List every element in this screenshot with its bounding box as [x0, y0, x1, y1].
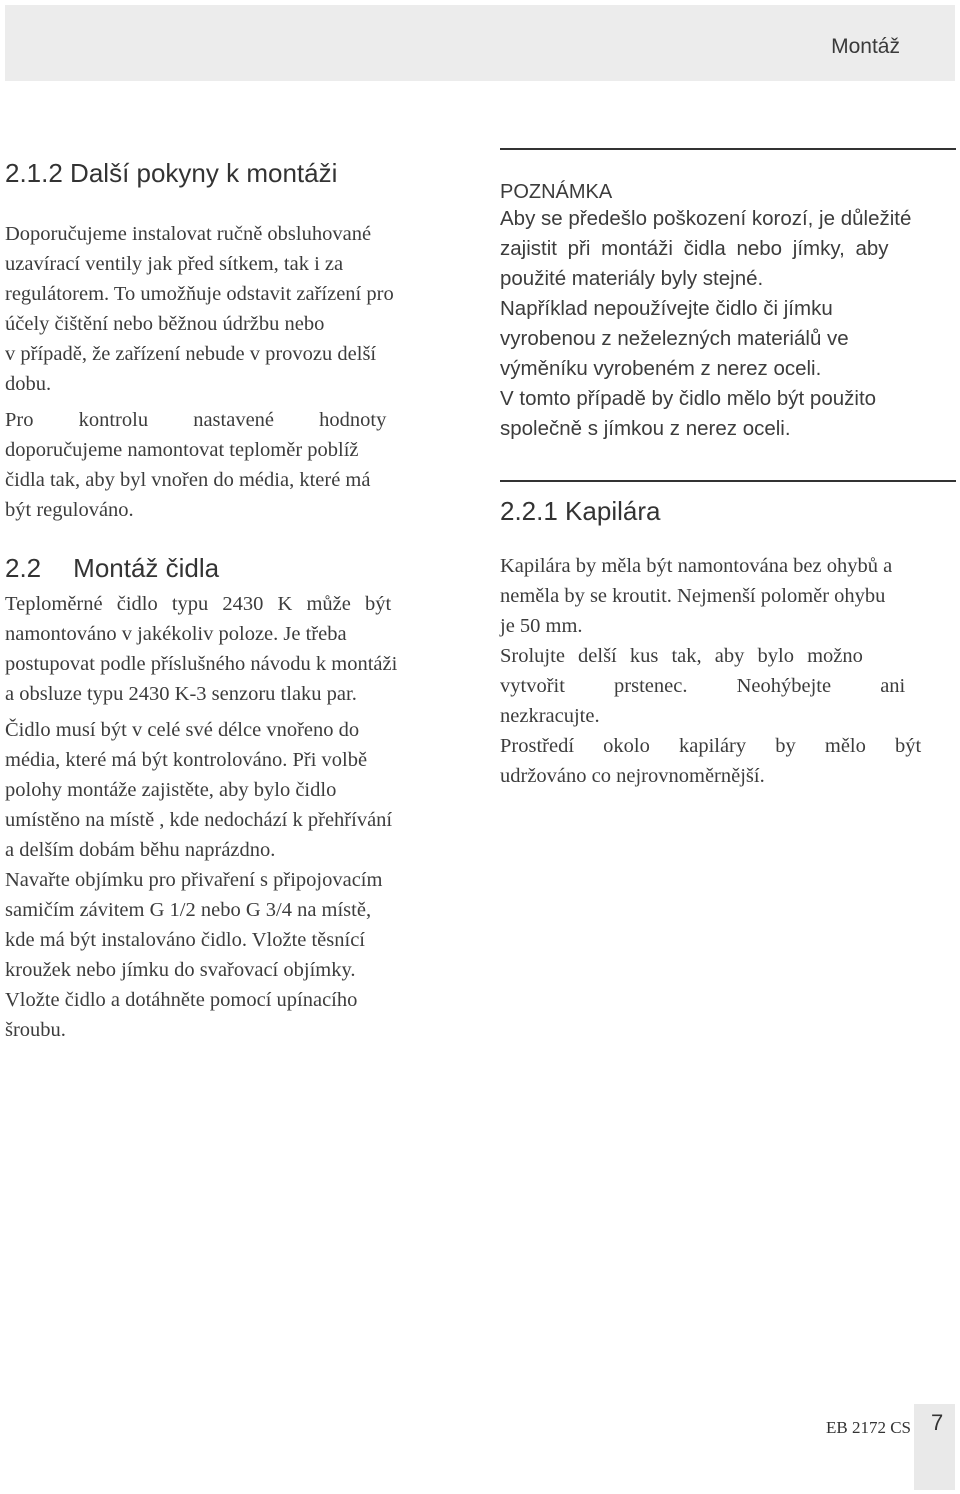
- text-line: kroužek nebo jímku do svařovací objímky.: [5, 959, 356, 981]
- text-line: v případě, že zařízení nebude v provozu delší: [5, 343, 377, 365]
- note-text: [500, 204, 956, 444]
- right-column: [500, 148, 956, 791]
- text-line: zajistit při montáži čidla nebo jímky, aby: [500, 237, 889, 260]
- heading-2-2-1: 2.2.1 Kapilára: [500, 496, 661, 526]
- section-rule: [500, 480, 956, 482]
- paragraph-sensor-installation: [5, 715, 457, 1045]
- text-line: vytvořit prstenec. Neohýbejte ani: [500, 675, 906, 697]
- text-line: společně s jímkou z nerez oceli.: [500, 417, 791, 440]
- text-line: doporučujeme namontovat teploměr poblíž: [5, 439, 359, 461]
- text-line: V tomto případě by čidlo mělo být použito: [500, 387, 877, 410]
- text-line: je 50 mm.: [500, 615, 583, 637]
- text-line: polohy montáže zajistěte, aby bylo čidlo: [5, 779, 337, 801]
- text-line: média, které má být kontrolováno. Při volbě: [5, 749, 368, 771]
- text-line: kde má být instalováno čidlo. Vložte těsnící: [5, 929, 366, 951]
- text-line: dobu.: [5, 373, 52, 395]
- text-line: Srolujte delší kus tak, aby bylo možno: [500, 645, 863, 667]
- text-line: neměla by se kroutit. Nejmenší poloměr ohybu: [500, 585, 886, 607]
- text-line: uzavírací ventily jak před sítkem, tak i za: [5, 253, 344, 275]
- document-code: EB 2172 CS: [826, 1418, 912, 1437]
- heading-2-1-2: 2.1.2 Další pokyny k montáži: [5, 158, 338, 188]
- left-column: [5, 158, 457, 1045]
- text-line: účely čištění nebo běžnou údržbu nebo: [5, 313, 325, 335]
- text-line: výměníku vyrobeném z nerez oceli.: [500, 357, 822, 380]
- text-line: Doporučujeme instalovat ručně obsluhované: [5, 223, 372, 245]
- text-line: Pro kontrolu nastavené hodnoty: [5, 409, 387, 431]
- paragraph-capillary: [500, 551, 956, 791]
- text-line: postupovat podle příslušného návodu k montáži: [5, 653, 398, 675]
- text-line: regulátorem. To umožňuje odstavit zařízení pro: [5, 283, 394, 305]
- text-line: Vložte čidlo a dotáhněte pomocí upínacího: [5, 989, 358, 1011]
- text-line: Čidlo musí být v celé své délce vnořeno do: [5, 719, 360, 741]
- text-line: použité materiály byly stejné.: [500, 267, 764, 290]
- text-line: být regulováno.: [5, 499, 134, 521]
- note-top-rule: [500, 148, 956, 150]
- text-line: a delším dobám běhu naprázdno.: [5, 839, 276, 861]
- text-line: Aby se předešlo poškození korozí, je důležité: [500, 207, 912, 230]
- text-line: Například nepoužívejte čidlo či jímku: [500, 297, 833, 320]
- text-line: umístěno na místě , kde nedochází k přehřívání: [5, 809, 393, 831]
- text-line: Kapilára by měla být namontována bez ohybů a: [500, 555, 893, 577]
- text-line: udržováno co nejrovnoměrnější.: [500, 765, 765, 787]
- text-line: nezkracujte.: [500, 705, 600, 727]
- note-label: POZNÁMKA: [500, 181, 613, 203]
- text-line: Prostředí okolo kapiláry by mělo být: [500, 735, 922, 757]
- page-number: 7: [931, 1410, 944, 1435]
- header-bar: [5, 5, 955, 81]
- text-line: čidla tak, aby byl vnořen do média, které má: [5, 469, 371, 491]
- heading-2-2: 2.2 Montáž čidla: [5, 553, 220, 583]
- text-line: vyrobenou z neželezných materiálů ve: [500, 327, 849, 350]
- text-line: samičím závitem G 1/2 nebo G 3/4 na místě,: [5, 899, 372, 921]
- text-line: Navařte objímku pro přivaření s připojovacím: [5, 869, 383, 891]
- paragraph-sensor-type: [5, 589, 457, 709]
- paragraph-shutoff-valves: [5, 219, 457, 399]
- text-line: Teploměrné čidlo typu 2430 K může být: [5, 593, 392, 615]
- text-line: namontováno v jakékoliv poloze. Je třeba: [5, 623, 347, 645]
- text-line: a obsluze typu 2430 K-3 senzoru tlaku par.: [5, 683, 357, 705]
- section-title: Montáž: [831, 35, 900, 58]
- text-line: šroubu.: [5, 1019, 66, 1041]
- paragraph-thermometer: [5, 405, 457, 525]
